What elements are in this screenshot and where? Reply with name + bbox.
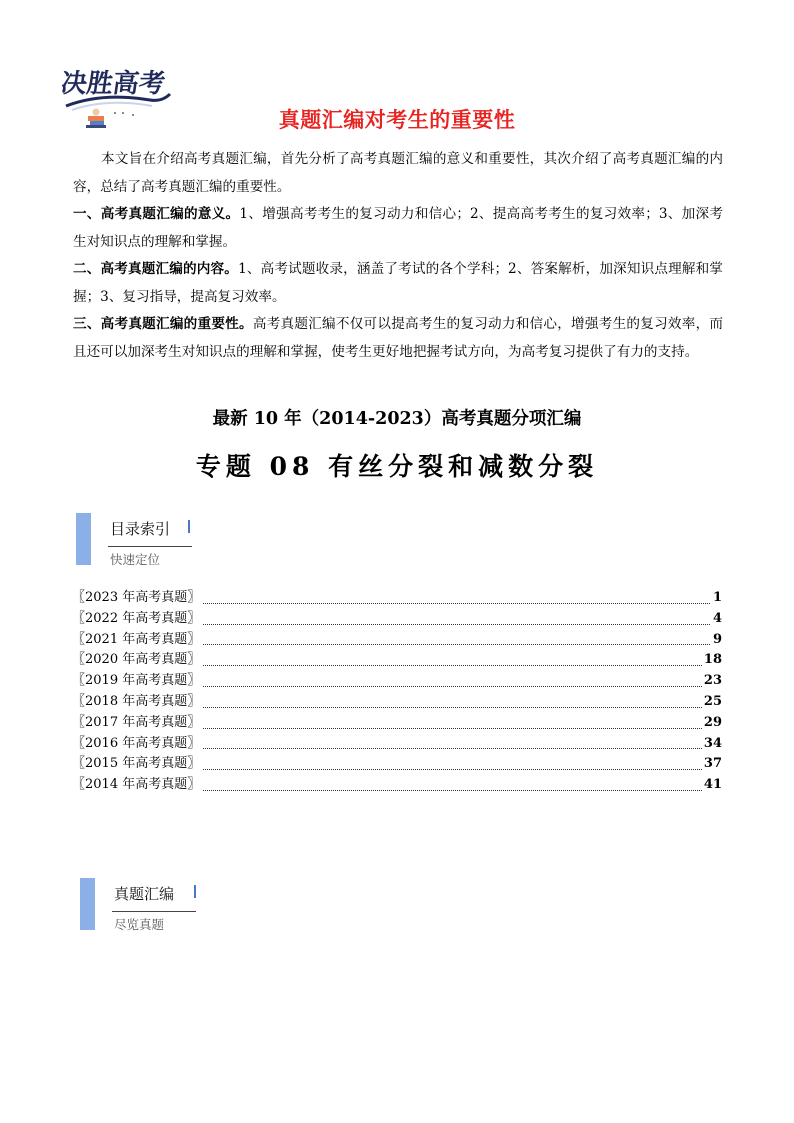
toc-entry[interactable] (72, 775, 722, 796)
toc-entry[interactable] (72, 734, 722, 755)
intro-body (73, 146, 723, 366)
toc-entry[interactable] (72, 692, 722, 713)
cursor-mark-icon (194, 885, 196, 898)
point-3-heading: 三、高考真题汇编的重要性。 (73, 316, 253, 332)
point-2 (73, 256, 723, 311)
toc-page: 29 (702, 713, 722, 734)
toc-page: 1 (711, 588, 722, 609)
topic-title: 专题 08 有丝分裂和减数分裂 (195, 452, 599, 481)
toc-entry[interactable] (72, 754, 722, 775)
point-1-text: 1、增强高考考生的复习动力和信心；2、提高高考考生的复习效率；3、加深考生对知识点的理解和掌握。 (73, 206, 724, 250)
toc-page: 23 (702, 671, 722, 692)
section-accent-bar (76, 513, 91, 565)
point-3 (73, 311, 723, 366)
point-2-text: 1、高考试题收录，涵盖了考试的各个学科；2、答案解析，加深知识点理解和掌握；3、复习指导，提高复习效率。 (73, 261, 724, 305)
toc-page: 9 (711, 630, 722, 651)
logo-text: 决胜高考 (62, 68, 168, 99)
toc-page: 34 (702, 734, 722, 755)
cursor-mark-icon (188, 520, 190, 533)
point-2-heading: 二、高考真题汇编的内容。 (73, 261, 239, 277)
toc-label: 〖2023 年高考真题〗 (72, 590, 201, 605)
point-1-heading: 一、高考真题汇编的意义。 (73, 206, 240, 222)
table-of-contents (72, 588, 722, 796)
toc-label: 〖2020 年高考真题〗 (72, 652, 201, 668)
toc-label: 〖2018 年高考真题〗 (72, 693, 201, 709)
toc-heading: 目录索引 (110, 520, 171, 538)
toc-label: 〖2021 年高考真题〗 (72, 631, 201, 647)
section-underline (108, 546, 192, 547)
toc-label: 〖2014 年高考真题〗 (72, 777, 201, 793)
toc-entry[interactable] (72, 630, 722, 651)
section-underline (112, 911, 196, 912)
toc-page: 25 (702, 692, 722, 713)
page-title: 真题汇编对考生的重要性 (278, 108, 516, 132)
toc-subheading: 快速定位 (110, 552, 161, 567)
toc-label: 〖2019 年高考真题〗 (72, 673, 201, 689)
toc-page: 41 (702, 775, 722, 796)
section-accent-bar (80, 878, 95, 930)
toc-page: 37 (702, 754, 722, 775)
exam-heading: 真题汇编 (114, 885, 175, 903)
toc-entry[interactable] (72, 588, 722, 609)
point-1 (73, 201, 723, 256)
toc-entry[interactable] (72, 650, 722, 671)
toc-label: 〖2016 年高考真题〗 (72, 735, 201, 751)
toc-label: 〖2022 年高考真题〗 (72, 610, 201, 626)
toc-label: 〖2015 年高考真题〗 (72, 756, 201, 772)
toc-entry[interactable] (72, 609, 722, 630)
exam-subheading: 尽览真题 (114, 917, 165, 932)
document-subtitle: 最新 10 年（2014-2023）高考真题分项汇编 (212, 409, 582, 429)
toc-entry[interactable] (72, 671, 722, 692)
intro-paragraph: 本文旨在介绍高考真题汇编，首先分析了高考真题汇编的意义和重要性，其次介绍了高考真题汇编的内容，总结了高考真题汇编的重要性。 (73, 151, 723, 195)
point-3-text: 高考真题汇编不仅可以提高考生的复习动力和信心，增强考生的复习效率，而且还可以加深考生对知识点的理解和掌握，使考生更好地把握考试方向，为高考复习提供了有力的支持。 (73, 316, 724, 360)
toc-label: 〖2017 年高考真题〗 (72, 714, 201, 730)
toc-entry[interactable] (72, 713, 722, 734)
toc-page: 18 (702, 650, 722, 671)
toc-page: 4 (711, 609, 722, 630)
